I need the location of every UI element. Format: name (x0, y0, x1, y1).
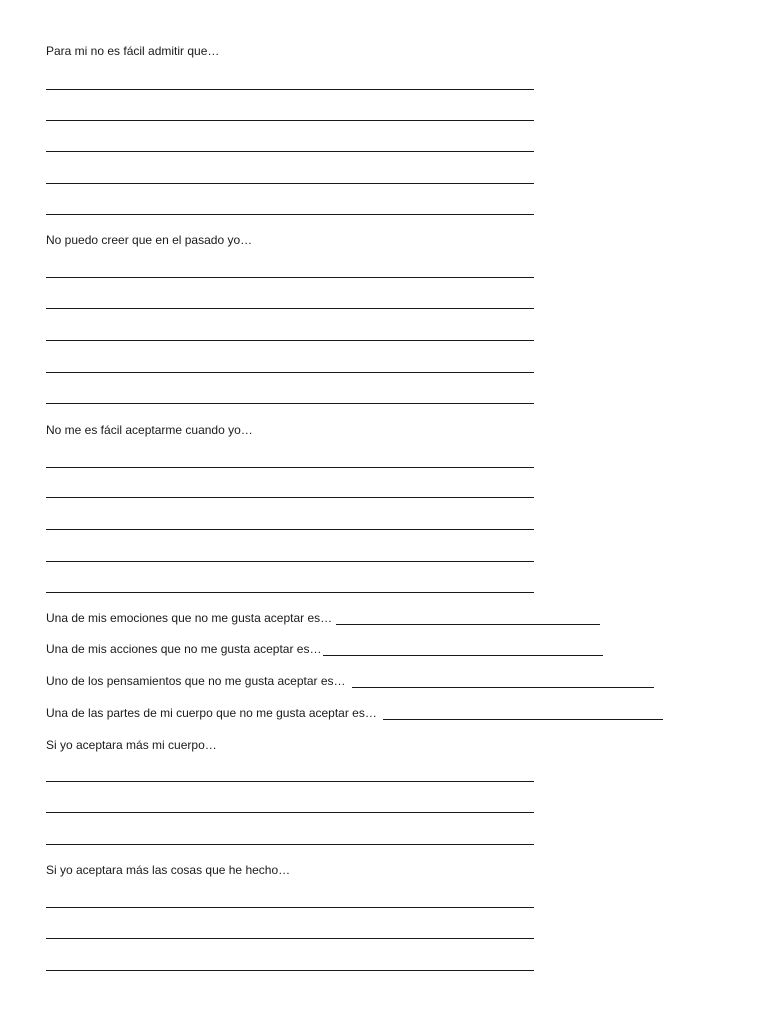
answer-line (46, 403, 534, 404)
answer-line (46, 497, 534, 498)
inline-prompt-label: Una de mis emociones que no me gusta aceptar es… (46, 611, 333, 625)
answer-line (46, 970, 534, 971)
answer-line (46, 277, 534, 278)
answer-line (46, 89, 534, 90)
answer-line (46, 467, 534, 468)
answer-line (46, 844, 534, 845)
inline-answer-blank (323, 655, 603, 656)
answer-line (46, 907, 534, 908)
inline-answer-blank (383, 719, 663, 720)
answer-line (46, 561, 534, 562)
answer-line (46, 340, 534, 341)
answer-line (46, 938, 534, 939)
inline-prompt-pensamientos (46, 674, 654, 688)
answer-line (46, 183, 534, 184)
answer-line (46, 151, 534, 152)
inline-prompt-label: Una de mis acciones que no me gusta aceptar es… (46, 642, 322, 656)
inline-answer-blank (352, 687, 654, 688)
prompt-cosas-hechas: Si yo aceptara más las cosas que he hecho… (46, 863, 291, 877)
answer-line (46, 372, 534, 373)
inline-prompt-cuerpo (46, 706, 663, 720)
answer-line (46, 214, 534, 215)
answer-line (46, 592, 534, 593)
prompt-aceptarme: No me es fácil aceptarme cuando yo… (46, 423, 253, 437)
inline-prompt-label: Uno de los pensamientos que no me gusta aceptar es… (46, 674, 346, 688)
answer-line (46, 529, 534, 530)
prompt-pasado: No puedo creer que en el pasado yo… (46, 233, 253, 247)
answer-line (46, 308, 534, 309)
prompt-admitir: Para mi no es fácil admitir que… (46, 44, 220, 58)
answer-line (46, 812, 534, 813)
inline-prompt-emociones (46, 611, 600, 625)
answer-line (46, 781, 534, 782)
inline-prompt-acciones (46, 642, 603, 656)
inline-prompt-label: Una de las partes de mi cuerpo que no me gusta aceptar es… (46, 706, 377, 720)
inline-answer-blank (336, 624, 600, 625)
prompt-cuerpo: Si yo aceptara más mi cuerpo… (46, 738, 217, 752)
answer-line (46, 120, 534, 121)
